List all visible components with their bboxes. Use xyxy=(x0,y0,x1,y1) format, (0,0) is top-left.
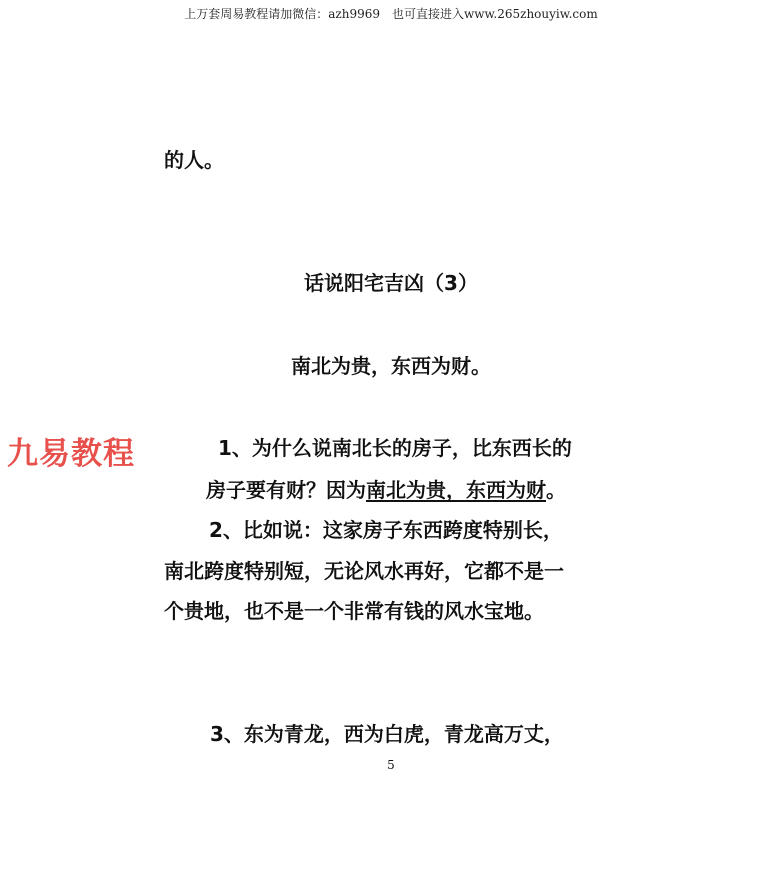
paragraph-3-line-1: 3、东为青龙，西为白虎，青龙高万丈， xyxy=(210,722,564,746)
paragraph-2-line-2: 南北跨度特别短，无论风水再好，它都不是一 xyxy=(164,559,564,583)
section-title: 话说阳宅吉凶（3） xyxy=(304,271,478,295)
page-number: 5 xyxy=(387,758,395,772)
paragraph-1-line-1: 1、为什么说南北长的房子，比东西长的 xyxy=(218,436,572,460)
section-subtitle: 南北为贵，东西为财。 xyxy=(291,354,491,378)
paragraph-1-line-2-pre: 房子要有财？因为 xyxy=(206,478,366,502)
watermark-logo: 九易教程 xyxy=(7,436,135,472)
continuation-text: 的人。 xyxy=(164,148,224,172)
paragraph-2-line-3: 个贵地，也不是一个非常有钱的风水宝地。 xyxy=(164,599,544,623)
paragraph-1-line-2 xyxy=(206,478,566,502)
paragraph-1-line-2-post: 。 xyxy=(546,478,566,502)
paragraph-2-line-1: 2、比如说：这家房子东西跨度特别长， xyxy=(209,518,563,542)
underlined-phrase: 南北为贵，东西为财 xyxy=(366,478,546,502)
page-header: 上万套周易教程请加微信：azh9969 也可直接进入www.265zhouyiw.com xyxy=(184,7,598,21)
